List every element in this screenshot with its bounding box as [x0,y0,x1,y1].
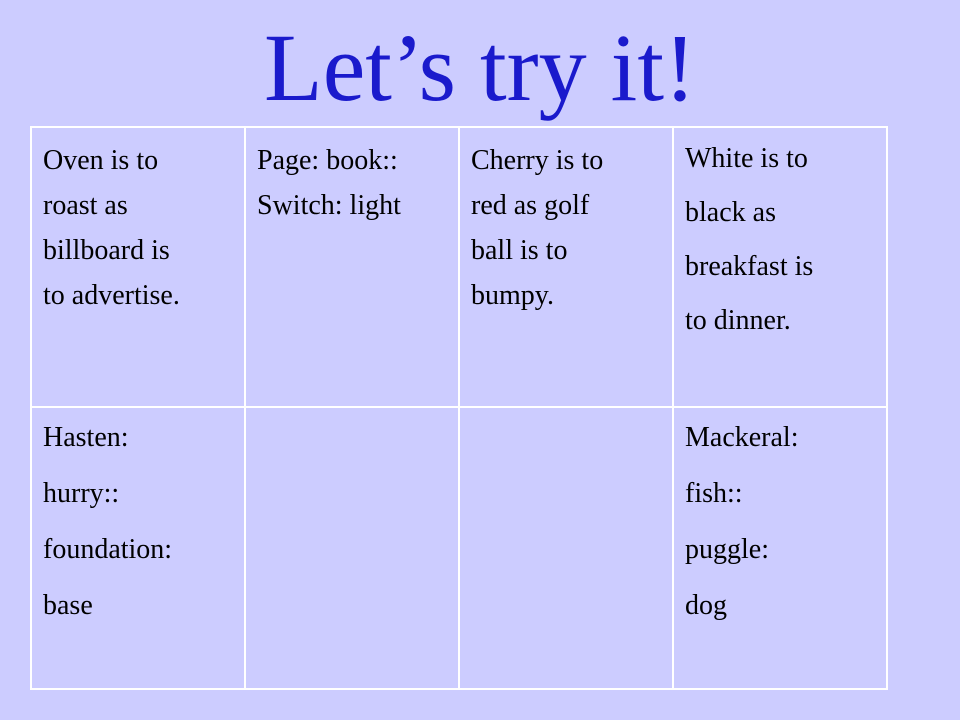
cell-line: bumpy. [471,280,554,311]
cell-line: roast as [43,190,128,221]
table-cell-r2-c3 [460,408,674,688]
table-cell-r2-c2 [246,408,460,688]
table-cell-r1-c4 [674,128,888,408]
cell-line: billboard is [43,235,170,266]
cell-line: puggle: [685,534,769,565]
cell-line: hurry:: [43,478,120,509]
cell-line: White is to [685,143,808,174]
table-cell-r1-c1 [32,128,246,408]
cell-line: fish:: [685,478,743,509]
cell-line: breakfast is [685,251,814,282]
slide-title: Let’s try it! [264,14,696,121]
cell-line: red as golf [471,190,590,221]
cell-line: Switch: light [257,190,401,221]
table-cell-r1-c2 [246,128,460,408]
cell-line: to advertise. [43,280,180,311]
cell-line: Mackeral: [685,422,799,453]
table-cell-r2-c1 [32,408,246,688]
cell-line: Oven is to [43,145,159,176]
cell-line: Cherry is to [471,145,604,176]
analogy-table [30,126,888,690]
cell-line: Hasten: [43,422,129,453]
cell-line: Page: book:: [257,145,398,176]
table-cell-r2-c4 [674,408,888,688]
cell-line: dog [685,590,727,621]
table-cell-r1-c3 [460,128,674,408]
cell-line: base [43,590,93,621]
cell-line: ball is to [471,235,568,266]
cell-line: foundation: [43,534,173,565]
cell-line: to dinner. [685,305,791,336]
cell-line: black as [685,197,776,228]
